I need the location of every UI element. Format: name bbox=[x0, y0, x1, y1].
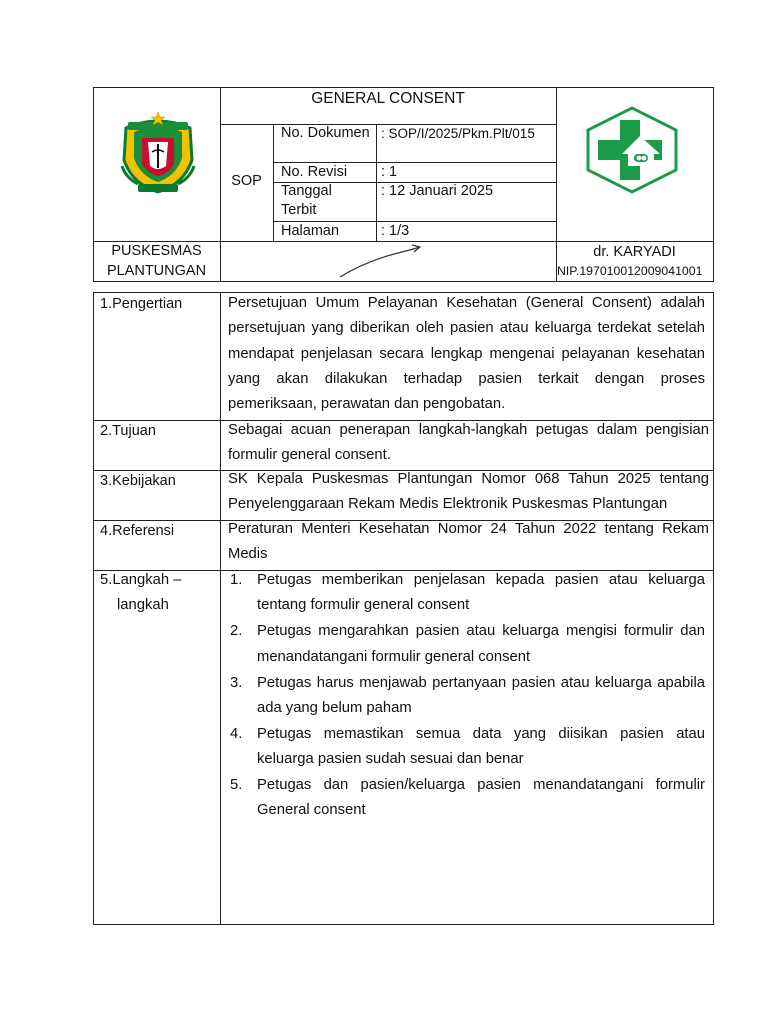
field-label-halaman: Halaman bbox=[281, 223, 340, 239]
section-label-tujuan: 2.Tujuan bbox=[100, 423, 156, 439]
section-label-referensi: 4.Referensi bbox=[100, 523, 175, 539]
list-item: 1. Petugas memberikan penjelasan kepada pasien atau keluarga tentang formulir general consent bbox=[230, 572, 705, 614]
document-title: GENERAL CONSENT bbox=[311, 90, 465, 107]
field-value-tanggal-terbit: : 12 Januari 2025 bbox=[381, 183, 494, 199]
section-text-referensi: Peraturan Menteri Kesehatan Nomor 24 Tahun 2022 tentang Rekam Medis bbox=[228, 521, 709, 563]
steps-list bbox=[228, 568, 705, 824]
section-label-kebijakan: 3.Kebijakan bbox=[100, 473, 176, 489]
signatory-nip: NIP.197010012009041001 bbox=[557, 264, 703, 278]
field-value-no-dokumen: : SOP/I/2025/Pkm.Plt/015 bbox=[381, 126, 535, 141]
list-item: 3. Petugas harus menjawab pertanyaan pasien atau keluarga apabila ada yang belum paham bbox=[230, 674, 705, 716]
signature-mark bbox=[336, 243, 426, 281]
list-item: 2. Petugas mengarahkan pasien atau keluarga mengisi formulir dan menandatangani formulir general consent bbox=[230, 623, 705, 665]
puskesmas-cross-logo-icon bbox=[584, 106, 680, 194]
sop-label: SOP bbox=[231, 173, 262, 189]
org-name: PUSKESMAS PLANTUNGAN bbox=[106, 243, 207, 279]
section-text-tujuan: Sebagai acuan penerapan langkah-langkah petugas dalam pengisian formulir general consent. bbox=[228, 422, 709, 464]
signatory-name: dr. KARYADI bbox=[593, 244, 676, 260]
field-label-tanggal-terbit: Tanggal Terbit bbox=[281, 183, 332, 218]
field-label-no-dokumen: No. Dokumen bbox=[281, 125, 370, 141]
kendal-regency-emblem-icon bbox=[112, 108, 204, 200]
list-item: 4. Petugas memastikan semua data yang diisikan pasien atau keluarga pasien sudah sesuai dan benar bbox=[230, 725, 705, 768]
section-text-pengertian: Persetujuan Umum Pelayanan Kesehatan (General Consent) adalah persetujuan yang diberikan oleh pasien atau keluarga terdekat setelah mendapat penjelasan secara lengkap mengenai pelayanan kesehatan yang akan dilakukan terhadap pasien terkait dengan proses pemeriksaan, perawatan dan pengobatan. bbox=[228, 295, 705, 413]
list-item: 5. Petugas dan pasien/keluarga pasien menandatangani formulir General consent bbox=[230, 777, 705, 819]
section-label-pengertian: 1.Pengertian bbox=[100, 296, 183, 312]
field-value-no-revisi: : 1 bbox=[381, 164, 398, 180]
section-label-langkah: 5.Langkah – langkah bbox=[100, 572, 182, 614]
field-value-halaman: : 1/3 bbox=[381, 223, 410, 239]
section-text-kebijakan: SK Kepala Puskesmas Plantungan Nomor 068 Tahun 2025 tentang Penyelenggaraan Rekam Medis Elektronik Puskesmas Plantungan bbox=[228, 471, 709, 513]
field-label-no-revisi: No. Revisi bbox=[281, 164, 348, 180]
